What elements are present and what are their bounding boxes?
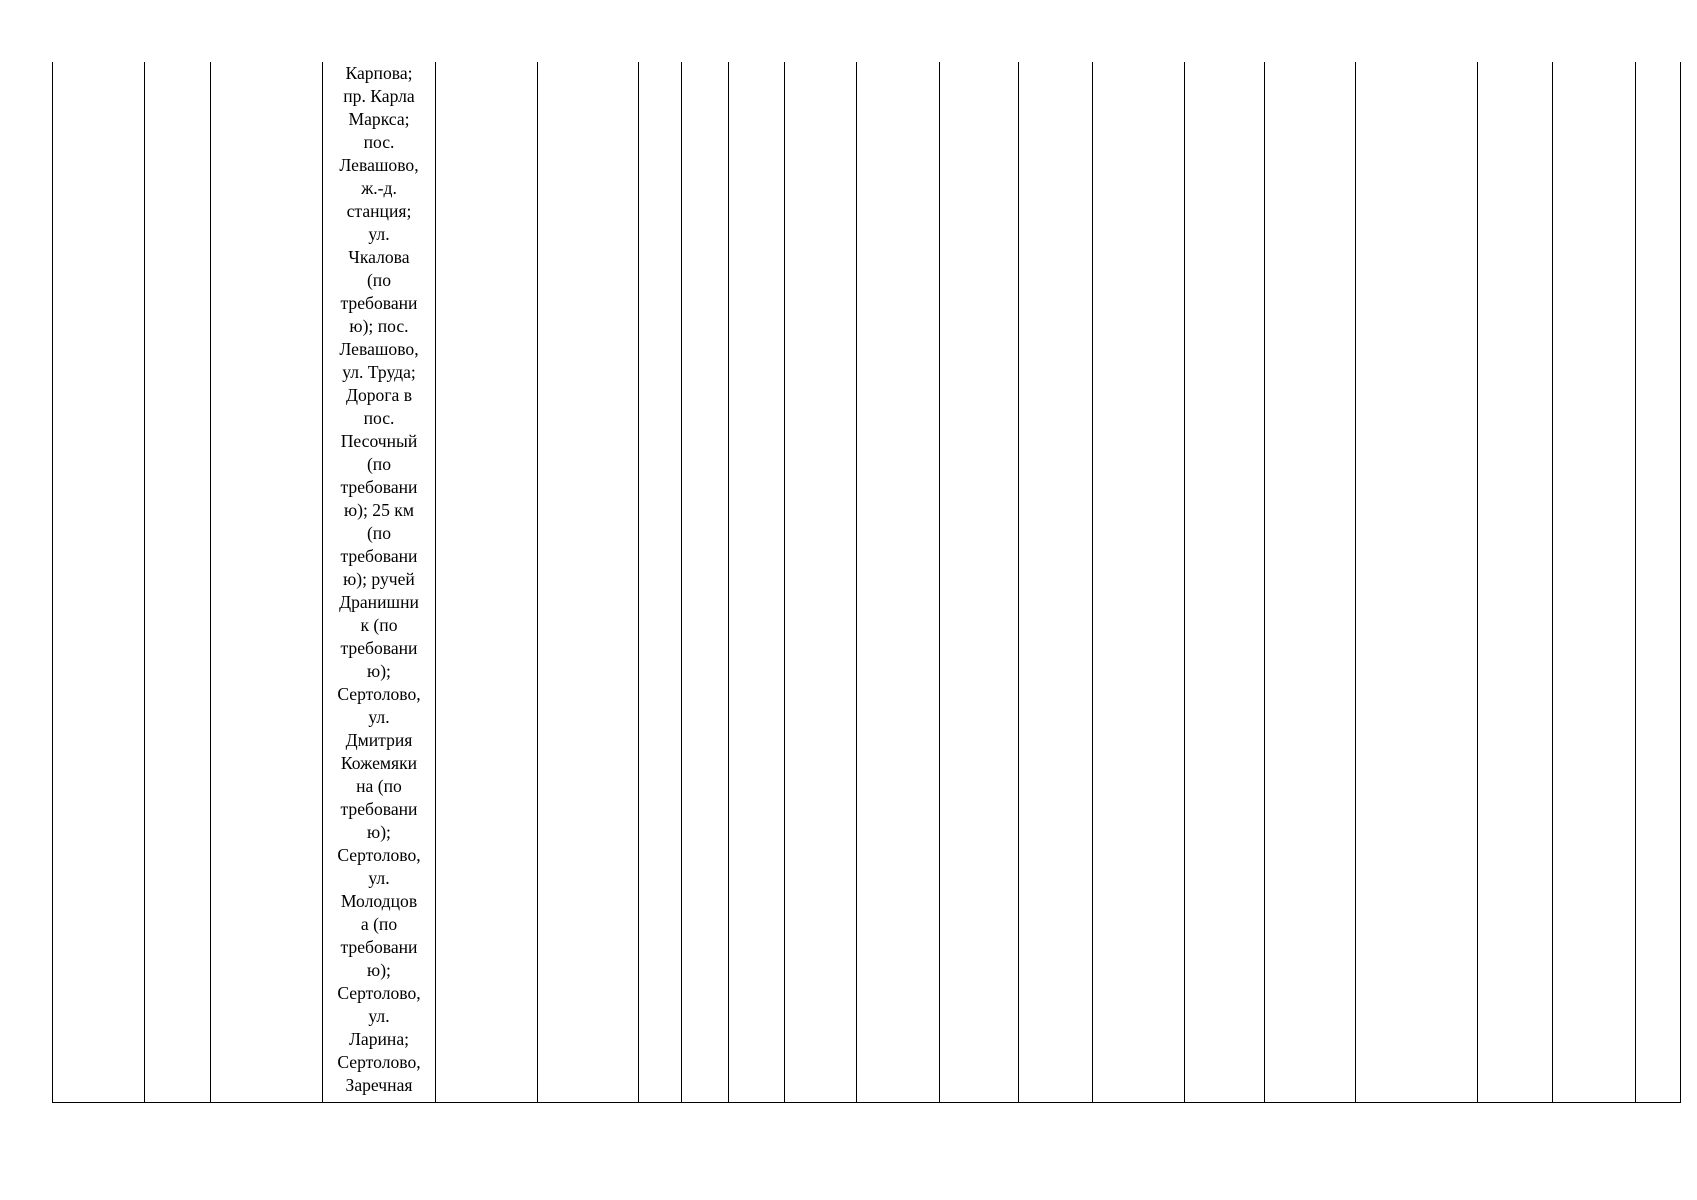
stops-cell-line: Молодцов: [340, 891, 418, 911]
stops-cell-line: Дранишни: [339, 592, 419, 612]
stops-cell-line: (по: [366, 454, 392, 474]
stops-cell-line: Дорога в: [345, 385, 413, 405]
stops-cell-line: пр. Карла: [343, 86, 415, 106]
table-cell-11: [857, 62, 940, 1103]
table-cell-14: [1093, 62, 1185, 1103]
table-cell-8: [682, 62, 729, 1103]
stops-cell-line: Кожемяки: [340, 753, 418, 773]
stops-cell-line: требовани: [340, 546, 418, 566]
stops-cell-line: ю); ручей: [343, 569, 415, 589]
stops-cell-line: ю);: [367, 960, 391, 980]
stops-cell-line: (по: [366, 523, 392, 543]
table-cell-1: [53, 62, 145, 1103]
table-row: [53, 62, 1681, 1103]
stops-cell-line: а (по: [360, 914, 398, 934]
stops-cell-line: (по: [366, 270, 392, 290]
stops-cell-line: ю);: [367, 822, 391, 842]
table-cell-5: [436, 62, 538, 1103]
stops-cell-line: ж.-д.: [361, 178, 397, 198]
table-cell-6: [538, 62, 639, 1103]
stops-cell-line: требовани: [340, 293, 418, 313]
stops-cell-line: пос.: [363, 132, 395, 152]
stops-cell-line: ю); 25 км: [344, 500, 414, 520]
stops-cell: [323, 62, 436, 1103]
table-cell-20: [1636, 62, 1681, 1103]
stops-cell-line: ул.: [368, 707, 390, 727]
stops-cell-line: Маркса;: [348, 109, 410, 129]
stops-cell-line: к (по: [360, 615, 398, 635]
stops-cell-line: требовани: [340, 937, 418, 957]
table-cell-16: [1265, 62, 1356, 1103]
route-table: [52, 62, 1681, 1103]
stops-cell-line: ул.: [368, 224, 390, 244]
stops-cell-line: требовани: [340, 638, 418, 658]
table-cell-10: [785, 62, 857, 1103]
stops-cell-line: Дмитрия: [345, 730, 413, 750]
stops-cell-line: на (по: [356, 776, 402, 796]
stops-cell-line: Чкалова: [348, 247, 410, 267]
stops-cell-line: ул. Труда;: [342, 362, 416, 382]
stops-cell-line: ул.: [368, 868, 390, 888]
stops-cell-line: пос.: [363, 408, 395, 428]
stops-cell-line: Сертолово,: [337, 983, 421, 1003]
stops-cell-line: Сертолово,: [337, 1052, 421, 1072]
table-cell-15: [1185, 62, 1265, 1103]
stops-cell-line: Сертолово,: [337, 845, 421, 865]
table-cell-9: [729, 62, 785, 1103]
table-cell-13: [1019, 62, 1093, 1103]
table-cell-19: [1553, 62, 1636, 1103]
stops-cell-text: [323, 62, 435, 1097]
table-cell-17: [1356, 62, 1478, 1103]
stops-cell-line: Песочный: [340, 431, 418, 451]
stops-cell-line: ул.: [368, 1006, 390, 1026]
stops-cell-line: Ларина;: [348, 1029, 410, 1049]
table-cell-2: [145, 62, 211, 1103]
stops-cell-line: Левашово,: [339, 155, 419, 175]
stops-cell-line: Левашово,: [339, 339, 419, 359]
table-cell-3: [211, 62, 323, 1103]
stops-cell-line: ю);: [367, 661, 391, 681]
stops-cell-line: станция;: [346, 201, 412, 221]
stops-cell-line: Сертолово,: [337, 684, 421, 704]
stops-cell-line: требовани: [340, 799, 418, 819]
table-cell-18: [1478, 62, 1553, 1103]
table-cell-12: [940, 62, 1019, 1103]
stops-cell-line: требовани: [340, 477, 418, 497]
stops-cell-line: Карпова;: [345, 63, 413, 83]
stops-cell-line: ю); пос.: [349, 316, 409, 336]
stops-cell-line: Заречная: [345, 1075, 413, 1095]
table-cell-7: [639, 62, 682, 1103]
